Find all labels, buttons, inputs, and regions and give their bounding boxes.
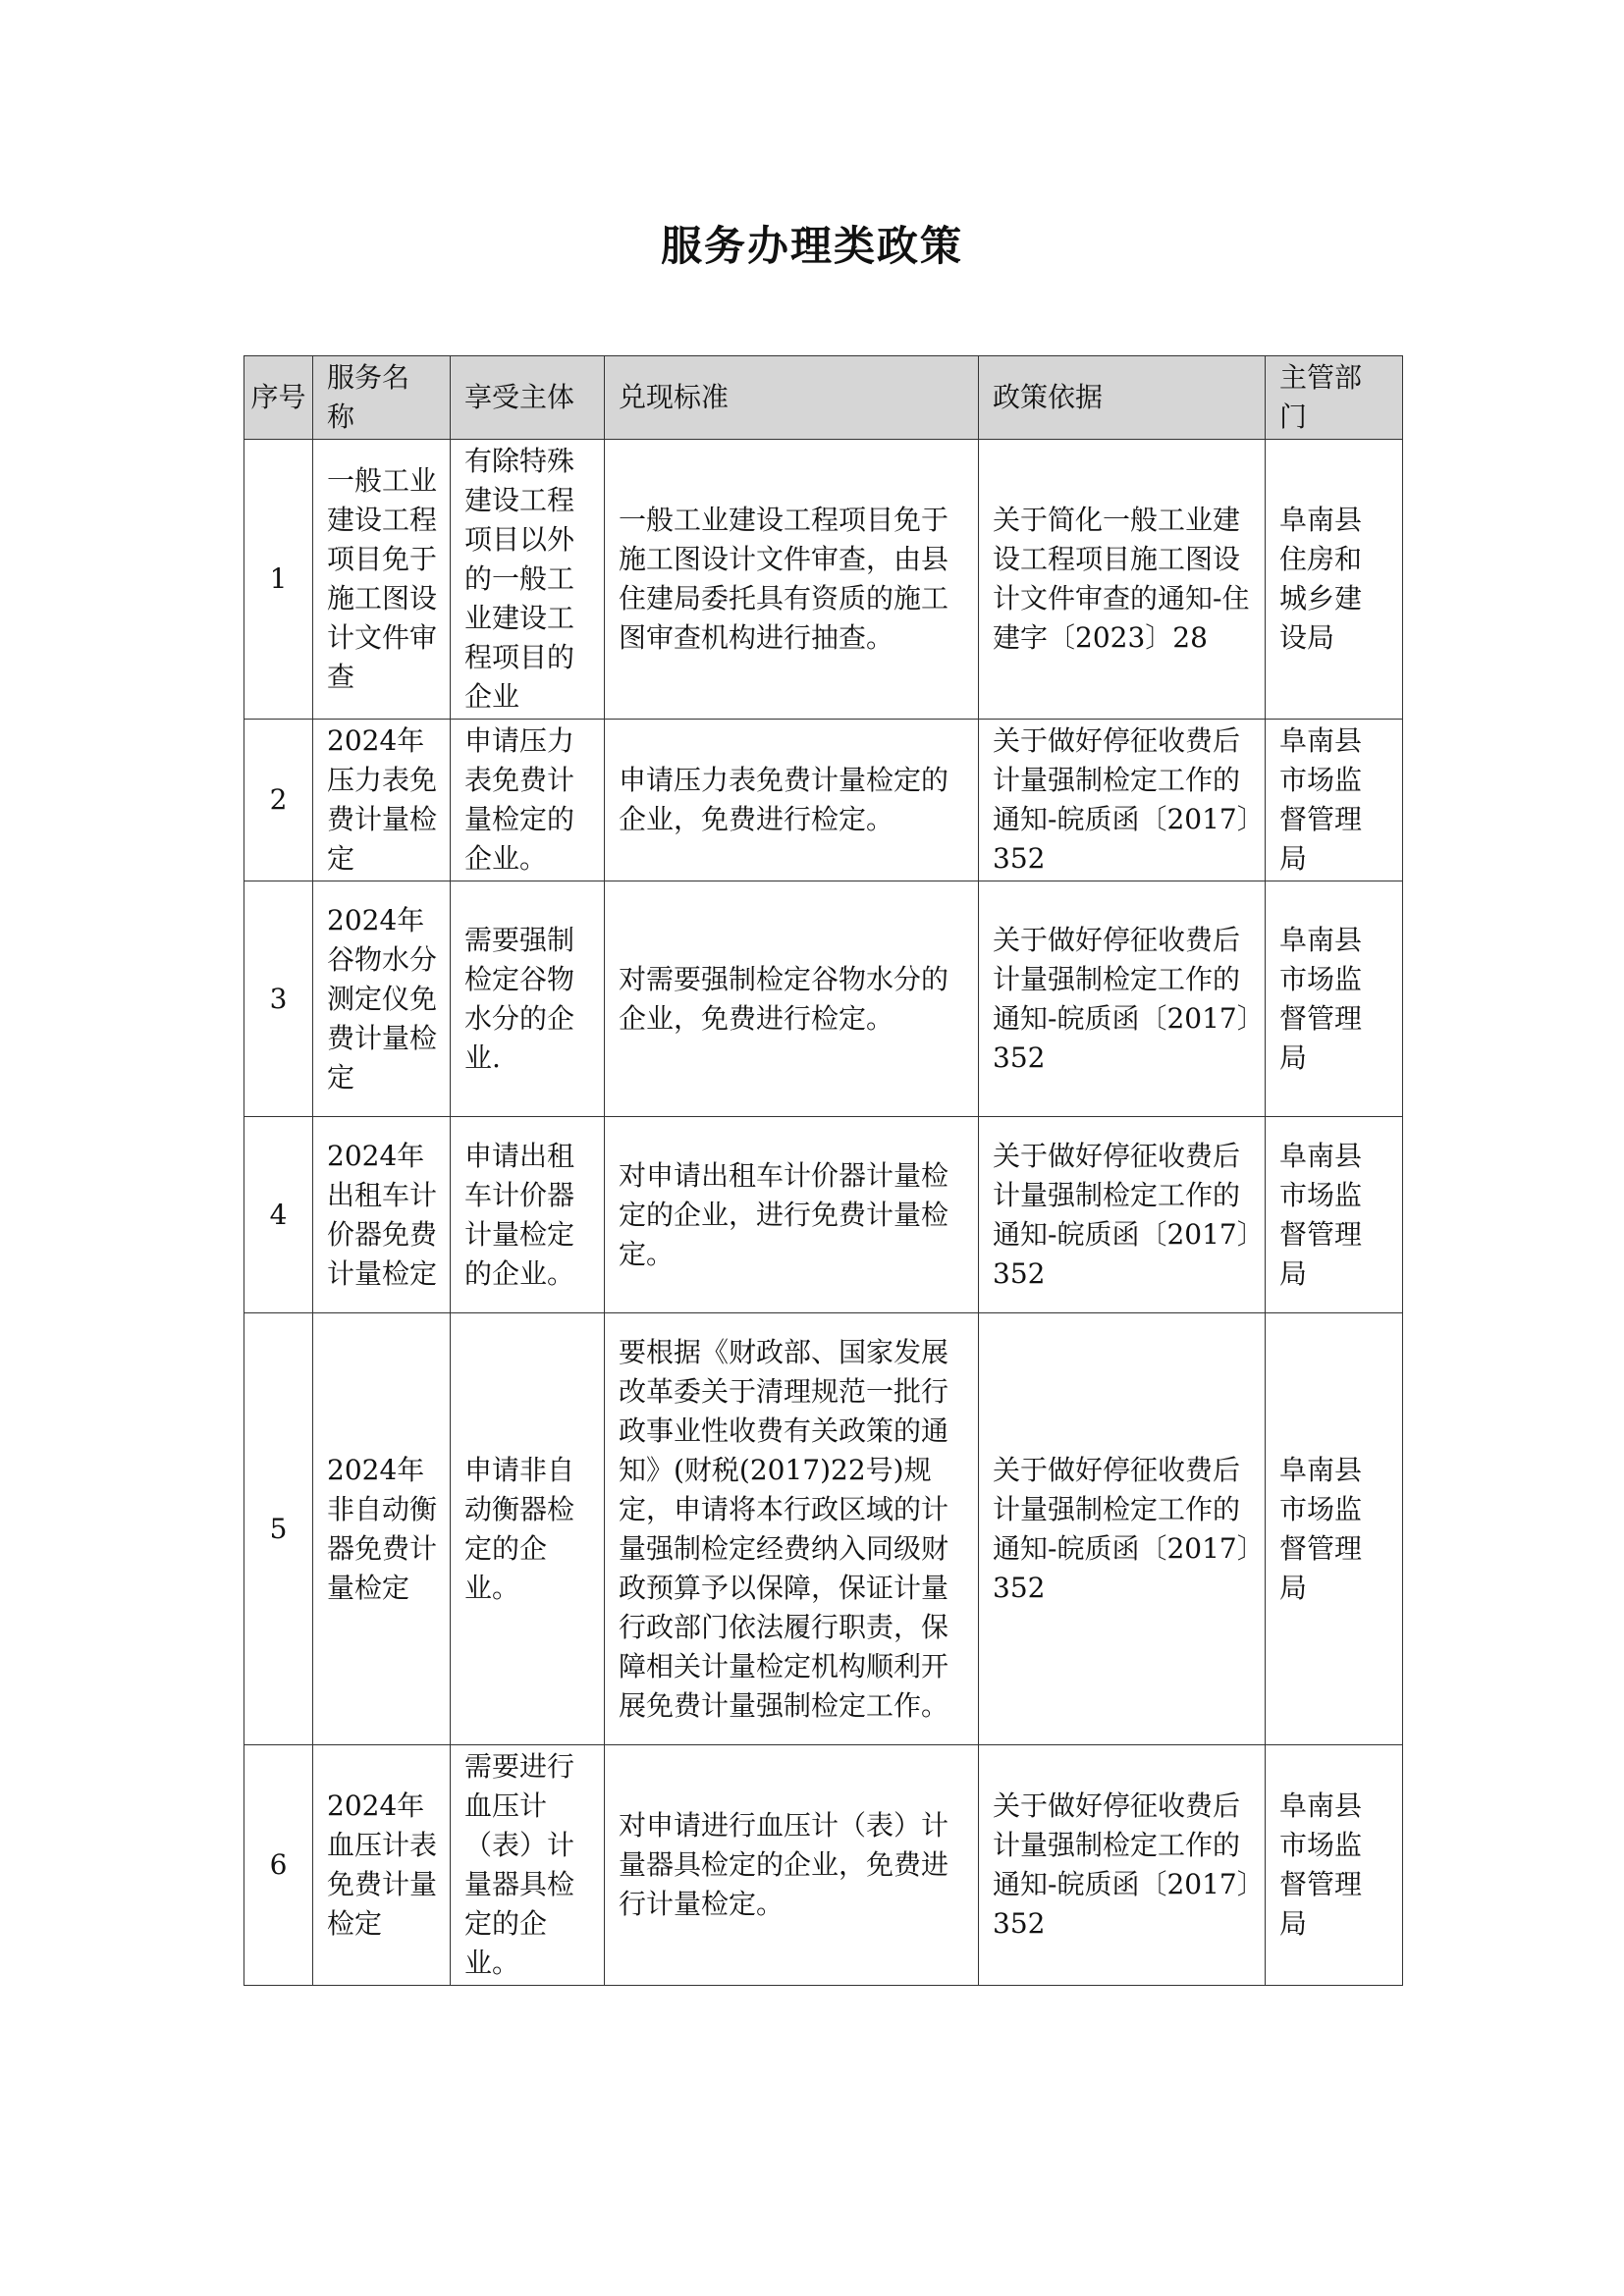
- cell-seq: 2: [244, 720, 313, 881]
- header-department: 主管部门: [1266, 356, 1403, 440]
- cell-standard: 对申请进行血压计（表）计量器具检定的企业，免费进行计量检定。: [605, 1745, 979, 1986]
- cell-service-name: 2024年血压计表免费计量检定: [313, 1745, 451, 1986]
- page-title: 服务办理类政策: [660, 222, 963, 270]
- table-row: [244, 1745, 1403, 1986]
- cell-seq: 6: [244, 1745, 313, 1986]
- cell-department: 阜南县市场监督管理局: [1266, 720, 1403, 881]
- cell-service-name: 2024年压力表免费计量检定: [313, 720, 451, 881]
- cell-standard: 对申请出租车计价器计量检定的企业，进行免费计量检定。: [605, 1117, 979, 1313]
- cell-subject: 需要进行血压计（表）计量器具检定的企业。: [451, 1745, 605, 1986]
- cell-service-name: 2024年非自动衡器免费计量检定: [313, 1313, 451, 1745]
- cell-basis: 关于做好停征收费后计量强制检定工作的通知-皖质函〔2017〕352: [979, 881, 1266, 1117]
- cell-department: 阜南县市场监督管理局: [1266, 1313, 1403, 1745]
- cell-department: 阜南县住房和城乡建设局: [1266, 440, 1403, 720]
- cell-subject: 需要强制检定谷物水分的企业.: [451, 881, 605, 1117]
- cell-standard: 一般工业建设工程项目免于施工图设计文件审查，由县住建局委托具有资质的施工图审查机构进行抽查。: [605, 440, 979, 720]
- header-seq: 序号: [244, 356, 313, 440]
- cell-service-name: 一般工业建设工程项目免于施工图设计文件审查: [313, 440, 451, 720]
- cell-department: 阜南县市场监督管理局: [1266, 881, 1403, 1117]
- cell-service-name: 2024年出租车计价器免费计量检定: [313, 1117, 451, 1313]
- table-row: [244, 1313, 1403, 1745]
- policy-table: [244, 355, 1403, 1986]
- cell-subject: 有除特殊建设工程项目以外的一般工业建设工程项目的企业: [451, 440, 605, 720]
- cell-standard: 要根据《财政部、国家发展改革委关于清理规范一批行政事业性收费有关政策的通知》(财税(2017)22号)规定，申请将本行政区域的计量强制检定经费纳入同级财政预算予以保障，保证计量行政部门依法履行职责，保障相关计量检定机构顺利开展免费计量强制检定工作。: [605, 1313, 979, 1745]
- header-service-name: 服务名称: [313, 356, 451, 440]
- cell-seq: 4: [244, 1117, 313, 1313]
- cell-basis: 关于做好停征收费后计量强制检定工作的通知-皖质函〔2017〕352: [979, 1313, 1266, 1745]
- cell-basis: 关于做好停征收费后计量强制检定工作的通知-皖质函〔2017〕352: [979, 1745, 1266, 1986]
- header-standard: 兑现标准: [605, 356, 979, 440]
- cell-department: 阜南县市场监督管理局: [1266, 1117, 1403, 1313]
- table-row: [244, 1117, 1403, 1313]
- cell-standard: 对需要强制检定谷物水分的企业，免费进行检定。: [605, 881, 979, 1117]
- table-row: [244, 440, 1403, 720]
- cell-basis: 关于简化一般工业建设工程项目施工图设计文件审查的通知-住建字〔2023〕28: [979, 440, 1266, 720]
- cell-subject: 申请压力表免费计量检定的企业。: [451, 720, 605, 881]
- table-header-row: [244, 356, 1403, 440]
- header-subject: 享受主体: [451, 356, 605, 440]
- cell-seq: 1: [244, 440, 313, 720]
- cell-subject: 申请非自动衡器检定的企业。: [451, 1313, 605, 1745]
- cell-standard: 申请压力表免费计量检定的企业，免费进行检定。: [605, 720, 979, 881]
- cell-seq: 3: [244, 881, 313, 1117]
- cell-seq: 5: [244, 1313, 313, 1745]
- cell-service-name: 2024年谷物水分测定仪免费计量检定: [313, 881, 451, 1117]
- cell-basis: 关于做好停征收费后计量强制检定工作的通知-皖质函〔2017〕352: [979, 720, 1266, 881]
- header-basis: 政策依据: [979, 356, 1266, 440]
- cell-subject: 申请出租车计价器计量检定的企业。: [451, 1117, 605, 1313]
- table-row: [244, 881, 1403, 1117]
- table-row: [244, 720, 1403, 881]
- cell-basis: 关于做好停征收费后计量强制检定工作的通知-皖质函〔2017〕352: [979, 1117, 1266, 1313]
- cell-department: 阜南县市场监督管理局: [1266, 1745, 1403, 1986]
